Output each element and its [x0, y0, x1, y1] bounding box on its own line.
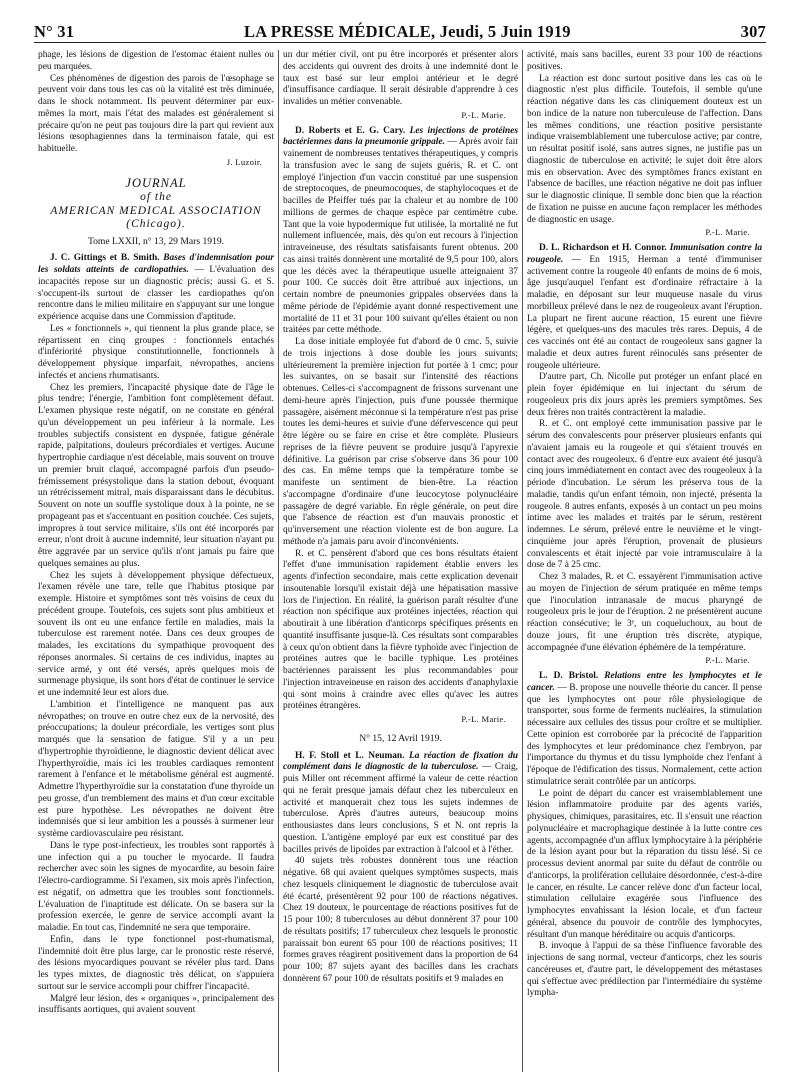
- article-lead: [527, 671, 762, 789]
- article-authors: L. D. Bristol.: [539, 671, 599, 681]
- issue-date: Jeudi, 5 Juin 1919: [439, 22, 571, 41]
- paragraph: Ces phénomènes de digestion des parois de l'œsophage se peuvent voir dans tous les cas où la vitalité est très diminuée, dans le shock notamment. Ils peuvent déterminer par eux-mêmes la mort, mais l'état des malades est généralement si précaire qu'on ne peut pas toujours dire la part qui revient aux lésions œsophagiennes dans la terminaison fatale, qui est habituelle.: [38, 73, 274, 154]
- page-number: 307: [740, 22, 766, 41]
- paragraph-text: — L'évaluation des incapacités repose sur un diagnostic précis; aussi G. et S. s'occupent-ils surtout de classer les cardiopathes qu'on rencontre dans le milieu militaire en s'appuyant sur une longue expérience acquise dans une Commission d'aptitude.: [38, 265, 274, 322]
- article-title: Relations entre les lymphocytes et le cancer.: [527, 671, 762, 693]
- journal-title-line: (Chicago).: [126, 218, 186, 230]
- paragraph: R. et C. ont employé cette immunisation passive par le sérum des convalescents pour préserver plusieurs enfants qui n'avaient jamais eu la rougeole et qui s'étaient trouvés en contact avec des rougeoleux. 6 d'entre eux avaient été jusqu'à cinq jours immédiatement en contact avec des rougeoleux à la période d'incubation. Le sérum les préserva tous de la maladie, tandis qu'un enfant témoin, non injecté, présenta la rougeole. 8 autres enfants, exposés à un contact un peu moins intime avec les malades et traités par le sérum, restèrent indemnes. Le sérum, prélevé entre le neuvième et le vingt-cinquième jour après l'éruption, provenait de plusieurs convalescents et était injecté par voie intramusculaire à la dose de 7 à 25 cmc.: [527, 419, 762, 571]
- paragraph: 40 sujets très robustes donnèrent tous une réaction négative. 68 qui avaient quelques symptômes suspects, mais chez lesquels cliniquement le diagnostic de tuberculose avait été écarté, présentèrent 92 pour 100 de réactions négatives. Chez 19 douteux, le pourcentage de réactions positives fut de 15 pour 100; 8 tuberculoses au début donnèrent 37 pour 100 de résultats positifs; 17 tuberculeux chez lesquels le pronostic paraissait bon eurent 65 pour 100 de réactions positives; 11 formes graves réagirent positivement dans la proportion de 64 pour 100; 87 sujets ayant des bacilles dans les crachats donnèrent 67 pour 100 de résultats positifs et 9 malades en: [283, 856, 518, 984]
- paragraph: Malgré leur lésion, des « organiques », principalement des insuffisants aortiques, qui avaient souvent: [38, 993, 274, 1016]
- paragraph: Le point de départ du cancer est vraisemblablement une lésion inflammatoire produite par des agents variés, physiques, chimiques, parasitaires, etc. Il s'ensuit une réaction polynucléaire et macrophagique destinée à la lutte contre ces agents, accompagnée d'un afflux lymphocytaire à la périphérie de la lésion ayant pour but la réparation du tissu lésé. Si ce processus devient anormal par suite du défaut de contrôle ou d'anticorps, la prolifération cellulaire désordonnée, c'est-à-dire le cancer, en résulte. Le cancer relève donc d'un facteur local, stimulation cellulaire exagérée sous l'influence des lymphocytes envahissant la lésion locale, et d'un facteur général, absence du pouvoir de contrôle des lymphocytes, résultant d'un manque héréditaire ou acquis d'anticorps.: [527, 788, 762, 940]
- article-title: Bases d'indemnisation pour les soldats atteints de cardiopathies.: [38, 253, 275, 275]
- paragraph: Chez les premiers, l'incapacité physique date de l'âge le plus tendre; l'énergie, l'ambition font complètement défaut. L'examen physique reste négatif, on ne constate en général qu'un développement un peu inférieur à la normale. Les troubles subjectifs consistent en dyspnée, fatigue générale rapide, palpitations, douleurs précordiales et vertiges. Aucune hypertrophie cardiaque n'est décelable, mais souvent on trouve un premier bruit claqué, accompagné parfois d'un pseudo-frémissement présystolique dans la station debout, évoquant un rétrécissement mitral, mais disparaissant dans le décubitus. Souvent on note un souffle systolique doux à la pointe, ne se propageant pas et s'accentuant en position couchée. Ces sujets, impropres à tout service militaire, s'ils ont été incorporés par erreur, n'ont droit à aucune indemnité, leur situation n'ayant pu être aggravée par un service qu'ils n'ont jamais pu faire que quelques semaines au plus.: [38, 382, 274, 569]
- journal-volume: Tome LXXII, n° 13, 29 Mars 1919.: [87, 235, 225, 247]
- paragraph: Chez les sujets à développement physique défectueux, l'examen révèle une tare, telle que l'habitus ptosique par exemple. Histoire et symptômes sont très voisins de ceux du précédent groupe. Toutefois, ces sujets sont plus ambitieux et souvent ils ont eu une enfance fertile en maladies, mais la tuberculose est rarement notée. Dans ces deux groupes de malades, les excitations du sympathique provoquent des réponses anormales. Si certains de ces individus, inaptes au service armé, y ont été versés, après quelques mois de surmenage physique, ils sont hors d'état de continuer le service et une indemnité leur est alors due.: [38, 570, 275, 698]
- journal-title-line: of the: [140, 191, 172, 203]
- paragraph: B. invoque à l'appui de sa thèse l'influence favorable des injections de sang normal, vecteur d'anticorps, chez les souris cancéreuses et, d'autre part, le développement des métastases qui s'effectue avec prédilection par l'intermédiaire du système lympha-: [527, 941, 762, 999]
- paragraph: D'autre part, Ch. Nicolle put protéger un enfant placé en plein foyer épidémique en lui injectant du sérum de rougeoleux pris dix jours après les premiers symptômes. Ses deux frères non traités contractèrent la maladie.: [527, 372, 762, 418]
- article-lead: [527, 243, 762, 372]
- author-signature: P.-L. Marie.: [461, 109, 506, 120]
- article-authors: J. C. Gittings et B. Smith.: [50, 253, 160, 264]
- paragraph: phage, les lésions de digestion de l'estomac étaient nulles ou peu marquées.: [38, 50, 274, 72]
- column-2: [278, 50, 522, 1072]
- author-signature: P.-L. Marie.: [461, 714, 506, 724]
- journal-title: [38, 177, 274, 232]
- journal-issue: N° 15, 12 Avril 1919.: [359, 732, 442, 744]
- paragraph: Les « fonctionnels », qui tiennent la plus grande place, se répartissent en cinq groupes : fonctionnels entachés d'infériorité physique constitutionnelle, fonctionnels à développement physique imparfait, névropathes, anciens infectés et anciens rhumatisants.: [38, 323, 274, 381]
- author-signature: P.-L. Marie.: [705, 227, 750, 238]
- paragraph-text: — Après avoir fait vainement de nombreuses tentatives thérapeutiques, y compris la transfusion avec le sang de sujets guéris, R. et C. ont employé l'injection d'un vaccin constitué par une suspension de streptocoques, de pneumocoques, de staphylocoques et de bacilles de Pfeiffer tués par la chaleur et au nombre de 100 millions de germes de chaque espèce par centimètre cube. Tant que la voie hypodermique fut utilisée, la mortalité ne fut nullement influencée, mais, dès qu'on eut recours à l'injection intraveineuse, des résultats satisfaisants furent obtenus. 200 cas ainsi traités donnèrent une mortalité de 9,5 pour 100, alors que les décès avec la thérapeutique usuelle atteignaient 37 pour 100. Ce succès doit être attribué aux injections, un certain nombre de pneumonies grippales observées dans la même période de l'épidémie ayant donné respectivement une mortalité de 11 et 31 pour 100 suivant qu'elles étaient ou non traitées par cette méthode.: [283, 137, 518, 336]
- paragraph: R. et C. pensèrent d'abord que ces bons résultats étaient l'effet d'une immunisation rapidement établie envers les agents d'infection secondaire, mais cette explication devenait insoutenable lorsqu'il existait déjà une hépatisation massive lors de l'injection. En réalité, la guérison paraît résulter d'une réaction non spécifique aux protéines injectées, réaction qui aboutirait à une libération d'anticorps spécifiques présents en quantité insuffisante jusque-là. Ces résultats sont comparables à ceux qu'on obtient dans la fièvre typhoïde avec l'injection de protéines autres que le bacille typhique. Les protéines bactériennes paraissent les plus recommandables pour l'injection intraveineuse en raison des accidents d'anaphylaxie qui sont moins à craindre avec elles qu'avec les autres protéines étrangères.: [283, 548, 518, 712]
- article-title: Les injections de protéines bactériennes dans la pneumonie grippale.: [283, 125, 518, 148]
- paragraph-text: — En 1915, Herman a tenté d'immuniser activement contre la rougeole 40 enfants de moins de 6 mois, âge jusqu'auquel l'enfant est d'ordinaire réfractaire à la maladie, en déposant sur leur muqueuse nasale du virus morbilleux prélevé dans le nez de rougeoleux avant l'éruption. La plupart ne firent aucune réaction, 15 eurent une fièvre légère, et quelques-uns des macules très rares. Depuis, 4 de ces vaccinés ont été au contact de rougeoleux sans gagner la maladie et deux autres furent réinoculés sans présenter de rougeole ultérieure.: [527, 254, 763, 371]
- journal-masthead: [244, 22, 571, 42]
- article-authors: D. Roberts et E. G. Cary.: [295, 125, 406, 136]
- author-signature: P.-L. Marie.: [705, 655, 750, 666]
- column-1: [34, 50, 278, 1072]
- article-lead: [283, 126, 518, 338]
- issue-number: N° 31: [34, 22, 75, 41]
- article-authors: D. L. Richardson et H. Connor.: [539, 243, 667, 253]
- paragraph: La réaction est donc surtout positive dans les cas où le diagnostic n'est plus difficile. Toutefois, il semble qu'une réaction négative dans les cas cliniquement douteux est un bon indice de la nature non tuberculeuse de l'affection. Dans les mêmes conditions, une réaction positive persistante indique vraisemblablement une tuberculose active; par contre, un résultat positif isolé, sans autres signes, ne justifie pas un diagnostic de tuberculose en activité; le sujet doit être alors mis en observation. Avec des symptômes francs existant en l'absence de bacilles, une réaction négative ne doit pas influer sur le diagnostic clinique. Il semble donc bien que la réaction de fixation ne puisse en aucune façon remplacer les méthodes de diagnostic en usage.: [527, 73, 762, 225]
- paragraph: L'ambition et l'intelligence ne manquent pas aux névropathes; on trouve en outre chez eux de la nervosité, des préoccupations; la douleur précordiale, les vertiges sont plus marqués que la sensation de fatigue. S'il y a un peu d'hypertrophie thyroïdienne, le diagnostic devient délicat avec l'hyperthyroïdie, mais ici les troubles cardiaques remontent rarement à l'enfance et le métabolisme général est augmenté. Admettre l'hyperthyroïdie sur la constatation d'une thyroïde un peu grosse, d'un tremblement des mains et d'un cœur excitable est pure hypothèse. Les névropathes ne doivent être indemnisés que si leur ambition les a poussés à surmener leur système cardiovasculaire peu résistant.: [38, 699, 274, 839]
- journal-title-line: JOURNAL: [125, 175, 187, 190]
- paragraph: Chez 3 malades, R. et C. essayèrent l'immunisation active au moyen de l'injection de sérum pratiquée en même temps que l'inoculation intranasale de mucus pharyngé de rougeoleux pris le jour de l'éruption. 2 ne présentèrent aucune réaction consécutive; le 3ᵉ, un coqueluchoux, au bout de douze jours, fit une éruption très discrète, atypique, accompagnée d'une élévation éphémère de la température.: [527, 572, 762, 653]
- author-signature: J. Luzoir.: [226, 156, 262, 167]
- journal-title-line: AMERICAN MEDICAL ASSOCIATION: [50, 204, 262, 217]
- article-authors: H. F. Stoll et L. Neuman.: [295, 750, 405, 761]
- article-lead: [38, 253, 274, 324]
- paragraph: un dur métier civil, ont pu être incorporés et présenter alors des accidents qui ouvrent des droits à une indemnité dont le taux est basé sur leur emploi antérieur et le degré d'insuffisance cardiaque. Il serait désirable d'apprendre à ces invalides un métier convenable.: [283, 50, 518, 107]
- paragraph: La dose initiale employée fut d'abord de 0 cmc. 5, suivie de trois injections à dose double les jours suivants; ultérieurement la première injection fut portée à 1 cmc; pour les suivantes, on se basait sur l'intensité des réactions obtenues. Celles-ci s'accompagnent de frissons survenant une demi-heure après l'injection, puis d'une poussée thermique passagère, aisément méconnue si la température n'est pas prise toutes les demi-heures et suivie d'une défervescence qui peut être légère ou se faire en crise et être complète. Plusieurs reprises de la fièvre peuvent se produire jusqu'à l'apyrexie définitive. La guérison par crise s'observe dans 36 pour 100 des cas. En même temps que la température tombe se manifeste un sentiment de bien-être. La réaction s'accompagne d'ordinaire d'une leucocytose polynucléaire passagère de degré variable. En règle générale, on peut dire que l'absence de réaction est d'un mauvais pronostic et qu'inversement une réaction violente est de bon augure. La méthode n'a jamais paru avoir d'inconvénients.: [283, 337, 518, 547]
- article-title: Immunisation contre la rougeole.: [527, 243, 763, 265]
- article-title: La réaction de fixation du complément dans le diagnostic de la tuberculose.: [283, 750, 518, 773]
- article-columns: [34, 50, 766, 1072]
- paragraph: activité, mais sans bacilles, eurent 33 pour 100 de réactions positives.: [527, 50, 762, 72]
- paragraph-text: — B. propose une nouvelle théorie du cancer. Il pense que les lymphocytes ont pour rôle physiologique de transporter, sous forme de ferments nucléaires, la stimulation nécessaire aux cellules des tissus pour croître et se multiplier. Cette opinion est corroborée par la précocité de l'apparition des lymphocytes et leur prédominance chez l'embryon, par l'importance du thymus et du tissu lymphoïde chez l'enfant à l'époque de l'édification des tissus. Normalement, cette action stimulatrice serait contrôlée par un anticorps.: [527, 682, 763, 787]
- page-header: [34, 20, 766, 43]
- paragraph-text: — Craig, puis Miller ont récemment affirmé la valeur de cette réaction qui ne ferait presque jamais défaut chez les tuberculeux en activité et manquerait chez tous les sujets indemnes de tuberculose. Après d'autres auteurs, beaucoup moins enthousiastes dans leurs conclusions, S et N. ont repris la question. L'antigène employé par eux est constitué par des bacilles privés de lipoïdes par extraction à l'alcool et à l'éther.: [283, 762, 518, 855]
- paragraph: Enfin, dans le type fonctionnel post-rhumatismal, l'indemnité doit être plus large, car le pronostic reste réservé, des lésions myocardiques pouvant se révéler plus tard. Dans les types mixtes, de diagnostic très délicat, on s'appuiera surtout sur le service accompli pour chiffrer l'incapacité.: [38, 934, 274, 992]
- column-3: [522, 50, 766, 1072]
- journal-name: LA PRESSE MÉDICALE,: [244, 22, 436, 41]
- paragraph: Dans le type post-infectieux, les troubles sont rapportés à une infection qui a pu toucher le myocarde. Il faudra rechercher avec soin les signes de myocardite, au besoin faire l'électro-cardiogramme. Si l'examen, six mois après l'infection, est négatif, on admettra que les troubles sont fonctionnels. L'évaluation de l'inaptitude est délicate. On se basera sur la profession exercée, le genre de service accompli avant la maladie. En tout cas, l'indemnité ne sera que temporaire.: [38, 840, 274, 933]
- article-lead: [283, 751, 518, 857]
